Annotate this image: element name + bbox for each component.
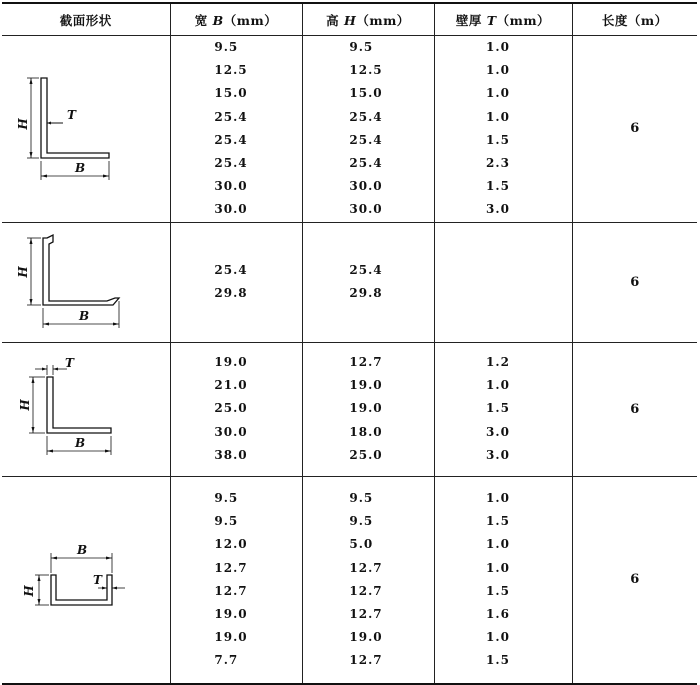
height-value: 12.7 — [349, 583, 383, 598]
table-row — [2, 36, 697, 223]
height-value: 19.0 — [349, 378, 383, 393]
height-value: 25.0 — [349, 447, 383, 462]
width-value: 9.5 — [214, 491, 239, 505]
shape-cell — [2, 36, 170, 223]
width-value: 9.5 — [214, 514, 239, 529]
thickness-cell — [434, 222, 572, 342]
thickness-value: 3.0 — [486, 447, 510, 462]
width-value: 25.0 — [214, 401, 248, 416]
width-value: 15.0 — [214, 86, 248, 101]
profile-spec-table — [2, 2, 697, 685]
height-value: 12.5 — [349, 63, 383, 78]
thickness-value: 1.0 — [486, 560, 510, 575]
height-value: 19.0 — [349, 630, 383, 645]
height-cell — [302, 36, 434, 223]
height-value: 9.5 — [349, 40, 374, 54]
height-value: 30.0 — [349, 179, 383, 194]
height-cell — [302, 222, 434, 342]
dim-label-b: B — [76, 542, 87, 557]
equal-angle-lip-diagram — [15, 74, 151, 184]
width-value: 30.0 — [214, 202, 248, 217]
header-row — [2, 3, 697, 36]
thickness-value: 1.5 — [486, 132, 510, 147]
width-value: 25.4 — [214, 132, 248, 147]
thickness-value: 3.0 — [486, 424, 510, 439]
height-value: 15.0 — [349, 86, 383, 101]
width-value: 38.0 — [214, 447, 248, 462]
length-value: 6 — [572, 222, 697, 342]
thickness-value: 1.0 — [486, 537, 510, 552]
table-row — [2, 342, 697, 476]
thickness-value: 1.0 — [486, 109, 510, 124]
width-cell — [170, 36, 302, 223]
shape-cell — [2, 476, 170, 684]
thickness-cell — [434, 342, 572, 476]
thickness-value: 1.5 — [486, 583, 510, 598]
thickness-value: 3.0 — [486, 202, 510, 217]
length-value: 6 — [572, 36, 697, 223]
thickness-value: 2.3 — [486, 155, 510, 170]
height-value: 19.0 — [349, 401, 383, 416]
dim-label-t: T — [64, 356, 74, 370]
header-height: 高 H（mm） — [302, 3, 434, 36]
dim-label-h: H — [15, 266, 30, 278]
height-value: 12.7 — [349, 606, 383, 621]
thickness-value: 1.5 — [486, 514, 510, 529]
dim-label-h: H — [15, 118, 30, 130]
header-thickness: 壁厚 T（mm） — [434, 3, 572, 36]
thickness-cell — [434, 476, 572, 684]
thickness-cell — [434, 36, 572, 223]
width-value: 29.8 — [214, 286, 248, 300]
height-value: 18.0 — [349, 424, 383, 439]
height-value: 12.7 — [349, 355, 383, 370]
table-row — [2, 476, 697, 684]
dim-label-h: H — [17, 399, 32, 411]
height-value: 25.4 — [349, 155, 383, 170]
header-length: 长度（m） — [572, 3, 697, 36]
width-value: 25.4 — [214, 109, 248, 124]
height-value: 9.5 — [349, 491, 374, 505]
height-value: 5.0 — [349, 537, 374, 552]
dim-label-t: T — [66, 107, 76, 122]
thickness-value: 1.5 — [486, 653, 510, 668]
height-cell — [302, 476, 434, 684]
channel-diagram — [21, 542, 151, 615]
width-value: 30.0 — [214, 424, 248, 439]
dim-label-b: B — [74, 436, 85, 450]
thickness-value: 1.0 — [486, 630, 510, 645]
dim-label-b: B — [78, 309, 89, 323]
width-value: 12.7 — [214, 560, 248, 575]
height-value: 12.7 — [349, 560, 383, 575]
width-value: 21.0 — [214, 378, 248, 393]
height-value: 30.0 — [349, 202, 383, 217]
width-value: 25.4 — [214, 262, 248, 277]
width-value: 19.0 — [214, 630, 248, 645]
header-width: 宽 B（mm） — [170, 3, 302, 36]
thickness-value: 1.0 — [486, 378, 510, 393]
width-value: 19.0 — [214, 355, 248, 370]
width-value: 9.5 — [214, 40, 239, 54]
height-cell — [302, 342, 434, 476]
thickness-value: 1.6 — [486, 606, 510, 621]
width-value: 12.5 — [214, 63, 248, 78]
thickness-value: 1.5 — [486, 401, 510, 416]
thickness-value: 1.2 — [486, 355, 510, 370]
width-value: 25.4 — [214, 155, 248, 170]
thickness-value: 1.0 — [486, 40, 510, 54]
width-cell — [170, 222, 302, 342]
shape-cell — [2, 342, 170, 476]
height-value: 25.4 — [349, 262, 383, 277]
height-value: 29.8 — [349, 286, 383, 300]
thickness-value: 1.0 — [486, 86, 510, 101]
dim-label-t: T — [92, 572, 102, 587]
width-value: 19.0 — [214, 606, 248, 621]
unequal-angle-lip-diagram — [17, 356, 151, 459]
angle-double-lip-diagram — [15, 232, 151, 332]
dim-label-b: B — [74, 160, 85, 175]
shape-cell — [2, 222, 170, 342]
thickness-value: 1.0 — [486, 491, 510, 505]
width-value: 30.0 — [214, 179, 248, 194]
thickness-value: 1.5 — [486, 179, 510, 194]
thickness-value: 1.0 — [486, 63, 510, 78]
width-value: 12.7 — [214, 583, 248, 598]
height-value: 12.7 — [349, 653, 383, 668]
width-value: 7.7 — [214, 653, 239, 668]
height-value: 25.4 — [349, 132, 383, 147]
dim-label-h: H — [21, 585, 36, 597]
header-shape: 截面形状 — [2, 3, 170, 36]
table-row — [2, 222, 697, 342]
width-cell — [170, 476, 302, 684]
length-value: 6 — [572, 476, 697, 684]
height-value: 9.5 — [349, 514, 374, 529]
length-value: 6 — [572, 342, 697, 476]
height-value: 25.4 — [349, 109, 383, 124]
width-value: 12.0 — [214, 537, 248, 552]
width-cell — [170, 342, 302, 476]
